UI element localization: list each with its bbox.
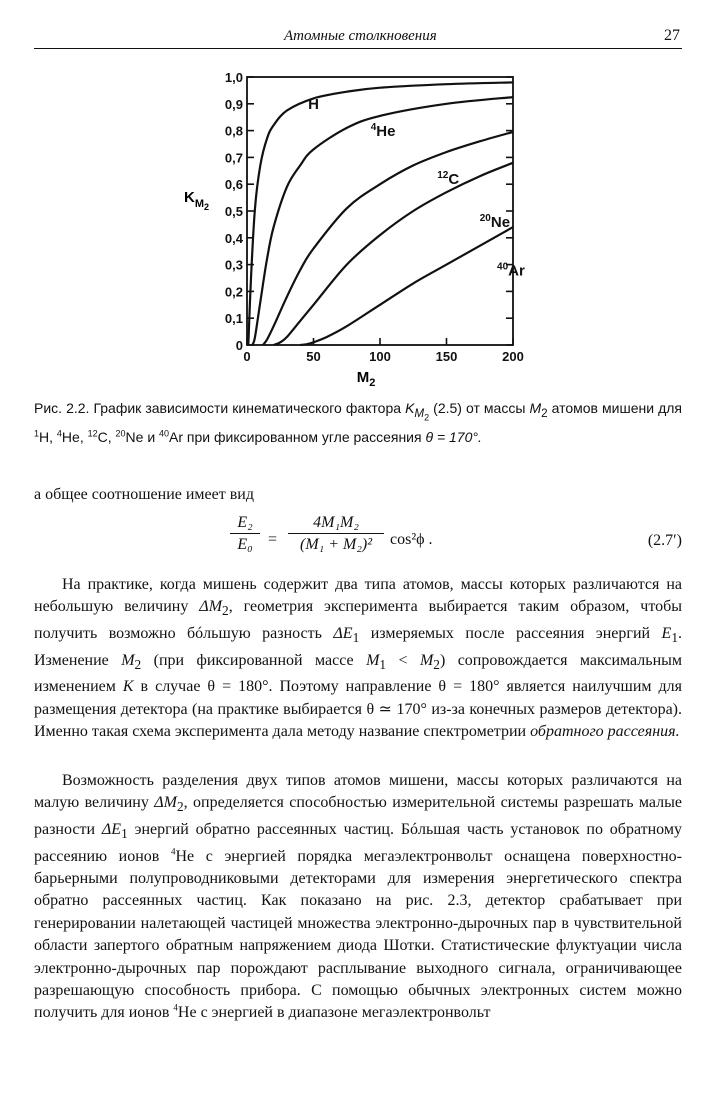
formula-lhs-den: E₀ [237, 536, 253, 553]
caption-iso3-mass: 12 [87, 428, 98, 439]
caption-k-symbol: K [405, 400, 415, 416]
equation-number: (2.7′) [647, 532, 682, 549]
p2-delta-m2-sub: 2 [176, 799, 184, 815]
p1-k: K [122, 678, 134, 696]
x-tick-label: 50 [306, 349, 321, 364]
paragraph-1 [34, 574, 682, 743]
p2-text-1: Возможность разделения двух типов атомов мишени, массы которых различаются на малую величину [34, 772, 682, 812]
p1-delta-e1-sub: 1 [352, 630, 360, 646]
p2-he-mass: 4 [170, 846, 176, 857]
p1-e1: E [661, 625, 672, 642]
caption-k-sub: M [414, 406, 425, 420]
p2-delta-e1-sub: 1 [121, 826, 128, 842]
x-axis-label: $M_2$ [356, 369, 376, 388]
p1-text-1: На практике, когда мишень содержит два типа атомов, массы которых различаются на небольшую величину [34, 576, 682, 616]
p1-text-7: ) сопровождается максимальным изменением [34, 651, 683, 696]
p1-e1-sub: 1 [671, 630, 678, 646]
running-title: Атомные столкновения [284, 28, 437, 44]
caption-iso3: C, [97, 429, 116, 446]
y-tick-label: 0,6 [224, 177, 243, 193]
formula-equals: = [268, 531, 278, 548]
x-tick-label: 0 [243, 349, 251, 364]
curves-group [248, 82, 513, 345]
y-axis-ticks [225, 70, 513, 353]
caption-iso1-mass: 1 [34, 428, 40, 439]
p1-text-3: измеряемых после рассеяния энергий [359, 625, 662, 642]
p2-text-4: He с энергией порядка мегаэлектронвольт оснащена поверхностно-барьерными полупроводниковыми детекторами для измерения энергетического спектра обратно рассеянных частиц. Как показано на рис. 2.3, детектор срабатывает при генерировании налетающей частицей множества электронно-дырочных пар в чувствительной области запертого обратным напряжением диода Шотки. Статистические флуктуации числа электронно-дырочных пар порождают расплывание выходного сигнала, ограничивающее разрешающую способность прибора. С помощью обычных электронных систем можно получить для ионов [34, 847, 683, 1022]
caption-iso2-mass: 4 [56, 428, 62, 439]
x-tick-label: 200 [502, 349, 524, 364]
y-tick-label: 0,8 [224, 123, 243, 139]
y-tick-label: 0 [235, 338, 243, 353]
p2-he-mass-2: 4 [173, 1003, 178, 1014]
p1-m2b: M [419, 651, 434, 669]
page-number: 27 [664, 27, 680, 44]
formula-rhs-num: 4M₁M₂ [288, 514, 384, 534]
formula-rhs-fraction [288, 514, 384, 554]
p1-text-6: < [386, 651, 420, 669]
figure-caption [34, 398, 682, 447]
x-axis-ticks [243, 338, 523, 364]
paragraph-2 [34, 770, 682, 1025]
caption-m-symbol: M [529, 400, 542, 416]
p1-text-2: , геометрия эксперимента выбирается таким образом, чтобы получить возможно бóльшую разность [34, 598, 683, 642]
caption-text-1: График зависимости кинематического фактора [89, 400, 406, 416]
curve-40Ar [300, 227, 513, 345]
p2-delta-e1: ΔE [101, 821, 122, 838]
x-tick-label: 150 [435, 349, 458, 364]
caption-m-sub: 2 [541, 406, 548, 420]
p1-italic-term: обратного рассеяния. [530, 723, 680, 740]
p2-text-2: , определяется способностью измерительной системы разрешать малые разности [34, 794, 682, 838]
y-tick-label: 0,5 [224, 204, 243, 219]
formula-rhs-den: (M₁ + M₂)² [299, 536, 373, 553]
intro-text: а общее соотношение имеет вид [34, 486, 254, 503]
p1-text-8: в случае θ = 180°. Поэтому направление θ = 180° является наилучшим для размещения детектора (на практике выбирается θ ≃ 170° из-за конечных размеров детектора). Именно такая схема эксперимента дала методу название спектрометрии [34, 678, 682, 740]
caption-iso5-mass: 40 [159, 428, 170, 439]
kinematic-factor-chart [170, 62, 540, 388]
curve-label-20Ne: $^{20}$Ne [479, 213, 511, 232]
curve-label-40Ar: $^{40}$Ar [497, 261, 525, 280]
caption-text-2: (2.5) от массы [429, 400, 530, 416]
caption-iso1: H, [39, 429, 57, 446]
y-tick-label: 0,2 [224, 284, 243, 300]
caption-label: Рис. 2.2. [34, 400, 90, 416]
p1-delta-e1: ΔE [333, 625, 353, 642]
curve-label-12C: $^{12}$C [437, 170, 460, 189]
p1-delta-m2-sub: 2 [222, 603, 229, 619]
curve-label-4He: $^4$He [370, 121, 396, 140]
curve-labels-group [308, 96, 525, 279]
formula-lhs-num: E₂ [230, 514, 260, 534]
y-tick-label: 0,9 [224, 96, 243, 112]
y-tick-label: 0,7 [224, 150, 243, 166]
caption-iso4-mass: 20 [115, 428, 126, 439]
p2-text-5: He с энергией в диапазоне мегаэлектронвольт [177, 1004, 491, 1022]
caption-text-3: атомов мишени для [547, 400, 682, 416]
p1-m2-sub: 2 [134, 656, 142, 672]
p1-text-4: . Изменение [34, 625, 682, 669]
caption-theta: θ = 170°. [425, 429, 482, 446]
y-axis-label: $K_{M2}$ [184, 189, 210, 212]
p1-text-5: (при фиксированной массе [141, 651, 367, 669]
caption-iso4: Ne и [125, 429, 160, 446]
x-tick-label: 100 [369, 349, 391, 364]
p2-delta-m2: ΔM [154, 794, 177, 812]
caption-k-subsub: 2 [424, 412, 430, 423]
y-tick-label: 0,4 [224, 230, 243, 246]
y-tick-label: 0,1 [224, 311, 243, 327]
equation-2-7 [230, 514, 682, 574]
p1-m2: M [121, 651, 135, 669]
curve-label-H: H [308, 96, 320, 114]
formula-tail: cos²ϕ . [390, 531, 433, 548]
y-tick-label: 1,0 [224, 70, 243, 85]
p1-m2b-sub: 2 [433, 656, 440, 672]
formula-lhs-fraction [230, 514, 260, 554]
y-tick-label: 0,3 [224, 257, 243, 273]
p1-delta-m2: ΔM [199, 598, 223, 616]
caption-iso2: He, [61, 429, 88, 446]
p1-m1: M [366, 651, 380, 669]
p2-text-3: энергий обратно рассеянных частиц. Бóльшая часть установок по обратному рассеянию ионов [34, 821, 683, 865]
p1-m1-sub: 1 [379, 656, 387, 672]
caption-iso5: Ar при фиксированном угле рассеяния [169, 429, 426, 446]
page-header [34, 26, 682, 49]
